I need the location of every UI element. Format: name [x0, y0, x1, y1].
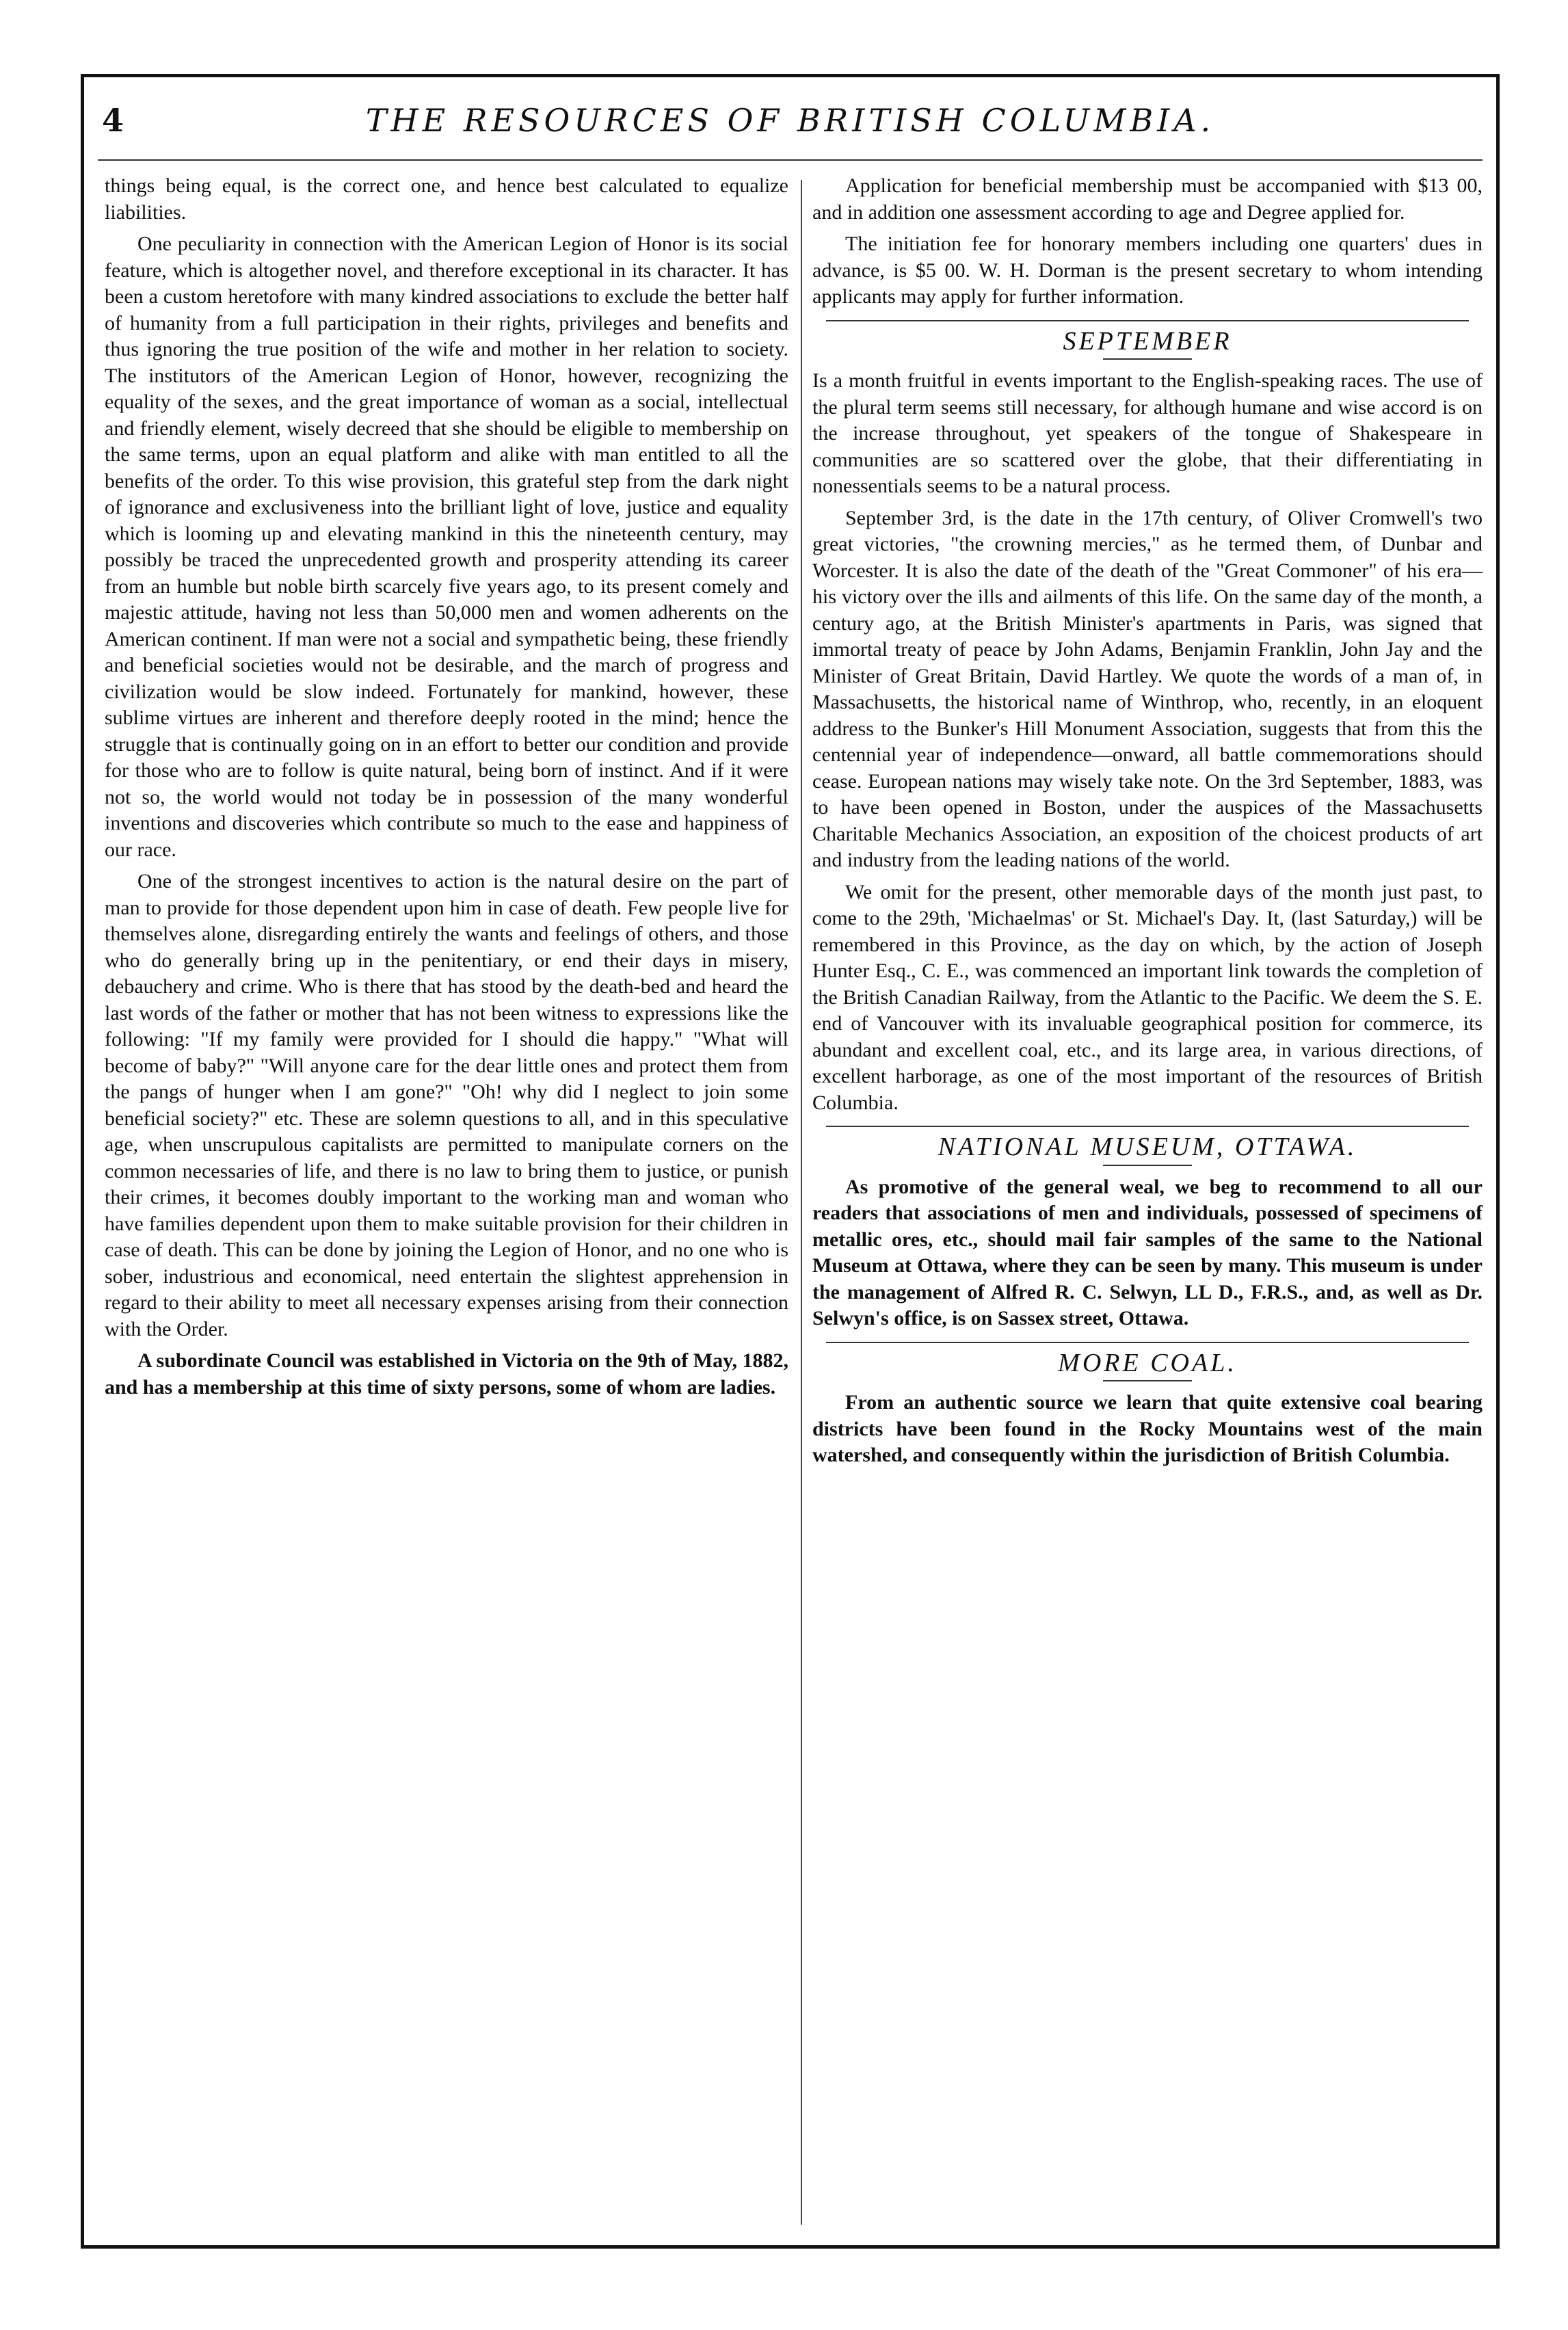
heading-rule [1103, 1165, 1192, 1166]
running-head [84, 102, 1496, 150]
page-number: 4 [102, 102, 124, 139]
left-column [105, 173, 788, 2232]
heading-rule [1103, 1380, 1192, 1381]
paragraph: As promotive of the general weal, we beg to recommend to all our readers that associations of men and individuals, possessed of specimens of metallic ores, etc., should mail fair samples of the same to the National Museum at Ottawa, where they can be seen by many. This museum is under the management of Alfred R. C. Selwyn, LL D., F.R.S., and, as well as Dr. Selwyn's office, is on Sassex street, Ottawa. [812, 1175, 1483, 1329]
newspaper-page [81, 74, 1500, 2249]
paragraph: September 3rd, is the date in the 17th century, of Oliver Cromwell's two great victories, "the crowning mercies," as he termed them, of Dunbar and Worcester. It is also the date of the death of the "Great Commoner" of his era—his victory over the ills and ailments of this life. On the same day of the month, a century ago, at the British Minister's apartments in Paris, was signed that immortal treaty of peace by John Adams, Benjamin Franklin, John Jay and the Minister of Great Britain, David Hartley. We quote the words of a man of, in Massachusetts, the historical name of Winthrop, who, recently, in an eloquent address to the Bunker's Hill Monument Association, suggests that from this the centennial year of independence—onward, all battle commemorations should cease. European nations may wisely take note. On the 3rd September, 1883, was to have been opened in Boston, under the auspices of the Massachusetts Charitable Mechanics Association, an exposition of the choicest products of art and industry from the leading nations of the world. [812, 506, 1483, 871]
paragraph: things being equal, is the correct one, and hence best calculated to equalize liabilities. [105, 174, 788, 224]
paragraph: One of the strongest incentives to action is the natural desire on the part of man to provide for those dependent upon him in case of death. Few people live for themselves alone, disregarding entirely the wants and feelings of others, and those who do generally bring up in the penitentiary, or end their days in misery, debauchery and crime. Who is there that has stood by the death-bed and heard the last words of the father or mother that has not been witness to expressions like the following: "If my family were provided for I should die happy." "What will become of baby?" "Will anyone care for the dear little ones and protect them from the pangs of hunger when I am gone?" "Oh! why did I neglect to join some beneficial society?" etc. These are solemn questions to all, and in this speculative age, when unscrupulous capitalists are permitted to manipulate corners on the common necessaries of life, and there is no law to bring them to justice, or punish their crimes, it becomes doubly important to the working man and woman who have families dependent upon them to make suitable provision for their children in case of death. This can be done by joining the Legion of Honor, and no one who is sober, industrious and economical, need entertain the slightest apprehension in regard to their ability to meet all necessary expenses arising from their connection with the Order. [105, 870, 788, 1340]
paragraph: We omit for the present, other memorable days of the month just past, to come to the 29th, 'Michaelmas' or St. Michael's Day. It, (last Saturday,) will be remembered in this Province, as the day on which, by the action of Joseph Hunter Esq., C. E., was commenced an important link towards the completion of the British Canadian Railway, from the Atlantic to the Pacific. We deem the S. E. end of Vancouver with its invaluable geographical position for commerce, its abundant and excellent coal, etc., and its large area, in various directions, of excellent harborage, as one of the most important of the resources of British Columbia. [812, 880, 1483, 1114]
heading-rule [1103, 358, 1192, 360]
section-rule [826, 1126, 1470, 1127]
paragraph: Application for beneficial membership must be accompanied with $13 00, and in addition one assessment according to age and Degree applied for. [812, 174, 1483, 224]
journal-title: THE RESOURCES OF BRITISH COLUMBIA. [365, 102, 1215, 139]
right-column [812, 173, 1483, 2232]
section-rule [826, 320, 1470, 321]
section-heading-more-coal: MORE COAL. [1058, 1348, 1237, 1377]
section-rule [826, 1342, 1470, 1343]
column-divider [801, 180, 802, 2225]
paragraph: Is a month fruitful in events important to the English-speaking races. The use of the plural term seems still necessary, for although humane and wise accord is on the increase throughout, yet speakers of the tongue of Shakespeare in communities are so scattered over the globe, that their differentiating in nonessentials seems to be a natural process. [812, 369, 1483, 497]
section-heading-september: SEPTEMBER [1063, 326, 1232, 356]
paragraph: From an authentic source we learn that quite extensive coal bearing districts have been found in the Rocky Mountains west of the main watershed, and consequently within the jurisdiction of British Columbia. [812, 1391, 1483, 1466]
paragraph: The initiation fee for honorary members including one quarters' dues in advance, is $5 00. W. H. Dorman is the present secretary to whom intending applicants may apply for further information. [812, 233, 1483, 308]
paragraph: A subordinate Council was established in Victoria on the 9th of May, 1882, and has a membership at this time of sixty persons, some of whom are ladies. [105, 1349, 788, 1399]
paragraph: One peculiarity in connection with the American Legion of Honor is its social feature, which is altogether novel, and therefore exceptional in its character. It has been a custom heretofore with many kindred associations to exclude the better half of humanity from a full participation in their rights, privileges and benefits and thus ignoring the true position of the wife and mother in her relation to society. The institutors of the American Legion of Honor, however, recognizing the equality of the sexes, and the great importance of woman as a social, intellectual and friendly element, wisely decreed that she should be eligible to membership on the same terms, upon an equal platform and alike with man entitled to all the benefits of the order. To this wise provision, this grateful step from the dark night of ignorance and exclusiveness into the brilliant light of love, justice and equality which is looming up and elevating mankind in this the nineteenth century, may possibly be traced the unprecedented growth and prosperity attending its career from an humble but noble birth scarcely five years ago, to its present comely and majestic attitude, having not less than 50,000 men and women adherents on the American continent. If man were not a social and sympathetic being, these friendly and beneficial societies would not be desirable, and the march of progress and civilization would be slow indeed. Fortunately for mankind, however, these sublime virtues are inherent and therefore deeply rooted in the mind; hence the struggle that is continually going on in an effort to better our condition and provide for those who are to follow is quite natural, being born of instinct. And if it were not so, the world would not today be in possession of the many wonderful inventions and discoveries which contribute so much to the ease and happiness of our race. [105, 233, 788, 861]
section-heading-national-museum: NATIONAL MUSEUM, OTTAWA. [938, 1133, 1357, 1161]
header-rule [98, 159, 1483, 161]
